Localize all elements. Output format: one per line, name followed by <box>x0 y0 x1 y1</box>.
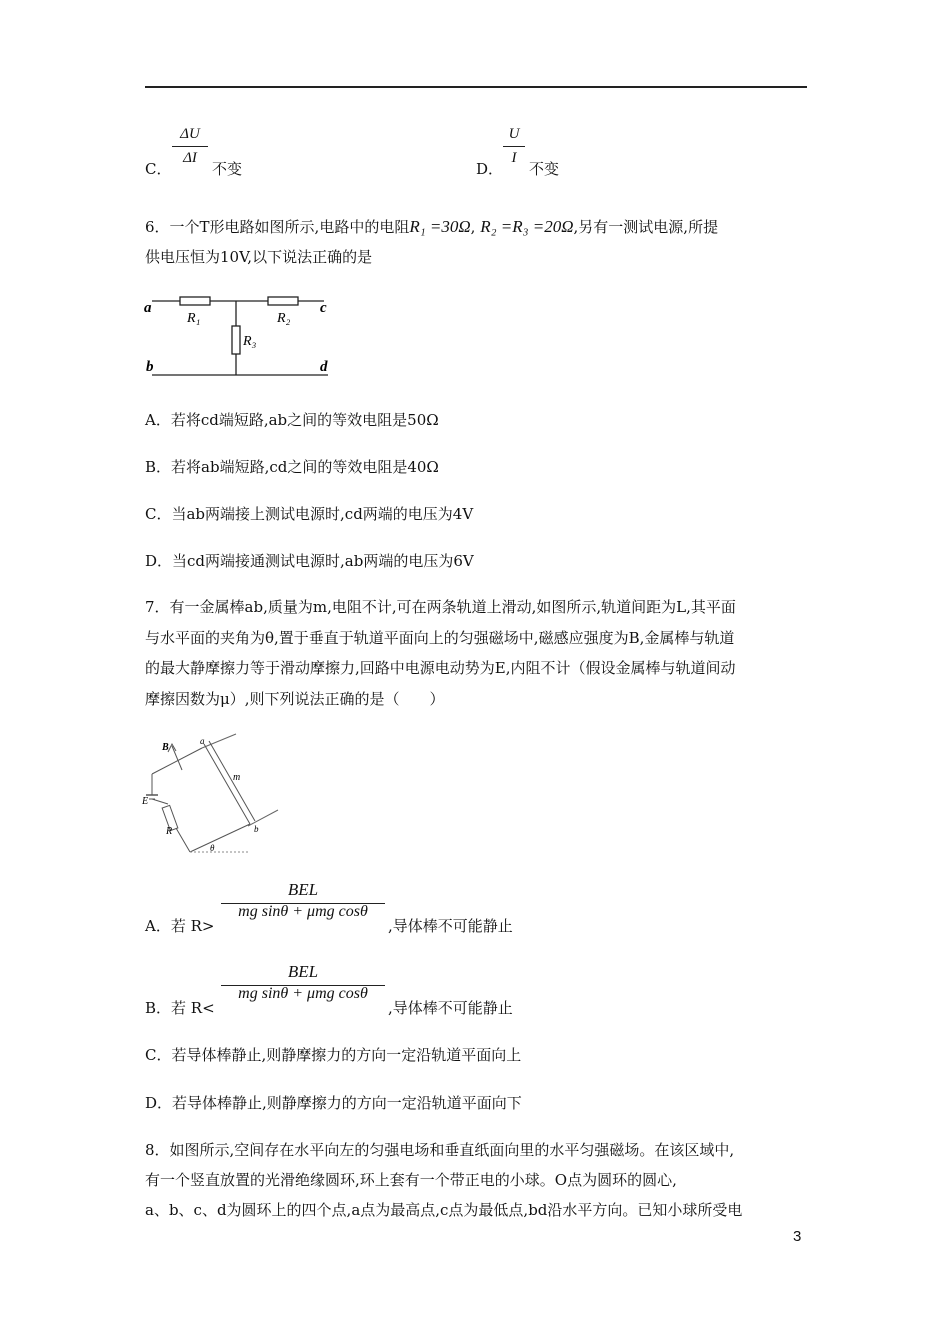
q7-option-b-fraction <box>221 962 385 1003</box>
q6-comma: , <box>470 218 476 236</box>
q5-option-c-label: C． <box>145 160 172 178</box>
q5-option-d-fraction <box>503 126 525 167</box>
q5-option-d-denominator: I <box>511 150 517 166</box>
q6-eq-r2r3: R₂ =R₃ =20Ω <box>480 217 574 236</box>
q5-option-c-denominator: ΔI <box>183 150 197 166</box>
label-r1: R₁ <box>187 311 201 326</box>
label-r: R <box>166 826 173 837</box>
field-arrow <box>172 746 182 770</box>
q6-eq-r1: R₁ =30Ω <box>409 217 471 236</box>
q7-option-a-numerator: BEL <box>287 880 319 899</box>
q5-option-d-suffix: 不变 <box>529 160 560 178</box>
q6-text-post: ,另有一测试电源,所提 <box>573 218 719 236</box>
q7-option-b-post: ,导体棒不可能静止 <box>388 999 513 1017</box>
r3-resistor <box>232 326 240 354</box>
page-number: 3 <box>793 1228 802 1245</box>
q7-option-a-post: ,导体棒不可能静止 <box>388 917 513 935</box>
label-b: b <box>254 824 259 834</box>
q8-line-3: a、b、c、d为圆环上的四个点,a点为最高点,c点为最低点,bd沿水平方向。已知小球所受电 <box>145 1201 743 1219</box>
label-d: d <box>320 359 328 375</box>
q7-line-4: 摩擦因数为μ）,则下列说法正确的是（ ） <box>145 690 445 708</box>
label-m: m <box>233 772 241 783</box>
label-r2: R₂ <box>277 311 291 326</box>
q7-line-3: 的最大静摩擦力等于滑动摩擦力,回路中电源电动势为E,内阻不计（假设金属棒与轨道间动 <box>145 659 736 677</box>
q7-incline-rail-figure <box>140 732 280 860</box>
fraction-bar <box>172 146 208 147</box>
q5-option-c-suffix: 不变 <box>212 160 243 178</box>
q6-text-pre: 6．一个T形电路如图所示,电路中的电阻 <box>145 218 410 236</box>
circuit-wire <box>176 828 190 852</box>
label-a: a <box>200 736 205 746</box>
circuit-wire <box>190 824 250 852</box>
q5-option-d-numerator: U <box>508 126 520 142</box>
label-e: E <box>142 796 149 807</box>
label-c: c <box>320 300 327 316</box>
q6-option-d: D．当cd两端接通测试电源时,ab两端的电压为6V <box>145 552 474 570</box>
q6-t-circuit-figure <box>140 292 340 382</box>
q6-line-2: 供电压恒为10V,以下说法正确的是 <box>145 248 373 266</box>
q5-option-c-numerator: ΔU <box>180 126 200 142</box>
q7-option-b-numerator: BEL <box>287 962 319 981</box>
header-rule <box>145 86 807 88</box>
label-a: a <box>144 300 152 316</box>
label-b: b <box>146 359 154 375</box>
q7-option-a-fraction <box>221 880 385 921</box>
label-theta: θ <box>210 843 215 853</box>
q8-line-2: 有一个竖直放置的光滑绝缘圆环,环上套有一个带正电的小球。O点为圆环的圆心, <box>145 1171 677 1189</box>
q7-option-d: D．若导体棒静止,则静摩擦力的方向一定沿轨道平面向下 <box>145 1094 522 1112</box>
q7-option-c: C．若导体棒静止,则静摩擦力的方向一定沿轨道平面向上 <box>145 1046 522 1064</box>
q5-option-c-fraction <box>172 126 208 167</box>
rail-upper <box>202 734 236 748</box>
q6-option-c: C．当ab两端接上测试电源时,cd两端的电压为4V <box>145 505 474 523</box>
q7-option-a-denominator: mg sinθ + μmg cosθ <box>238 903 368 920</box>
q7-line-2: 与水平面的夹角为θ,置于垂直于轨道平面向上的匀强磁场中,磁感应强度为B,金属棒与轨道 <box>145 629 735 647</box>
metal-bar <box>204 744 250 824</box>
q5-option-d-label: D． <box>476 160 504 178</box>
q6-option-a: A．若将cd端短路,ab之间的等效电阻是50Ω <box>145 411 439 429</box>
label-r3: R₃ <box>243 334 257 349</box>
q7-option-b-denominator: mg sinθ + μmg cosθ <box>238 985 368 1002</box>
fraction-bar <box>503 146 525 147</box>
circuit-wire <box>152 799 168 804</box>
q7-line-1: 7．有一金属棒ab,质量为m,电阻不计,可在两条轨道上滑动,如图所示,轨道间距为L,其平面 <box>145 598 736 616</box>
arrow-icon <box>168 744 176 752</box>
q8-line-1: 8．如图所示,空间存在水平向左的匀强电场和垂直纸面向里的水平匀强磁场。在该区域中, <box>145 1141 735 1159</box>
rail-lower <box>248 810 278 826</box>
q7-option-a-pre: A．若 R> <box>145 917 215 935</box>
r2-resistor <box>268 297 298 305</box>
label-b-field: B <box>162 742 169 753</box>
q6-line-1 <box>145 216 718 238</box>
metal-bar <box>209 741 255 821</box>
q7-option-b-pre: B．若 R< <box>145 999 215 1017</box>
circuit-wire <box>152 748 202 774</box>
r1-resistor <box>180 297 210 305</box>
q6-option-b: B．若将ab端短路,cd之间的等效电阻是40Ω <box>145 458 439 476</box>
